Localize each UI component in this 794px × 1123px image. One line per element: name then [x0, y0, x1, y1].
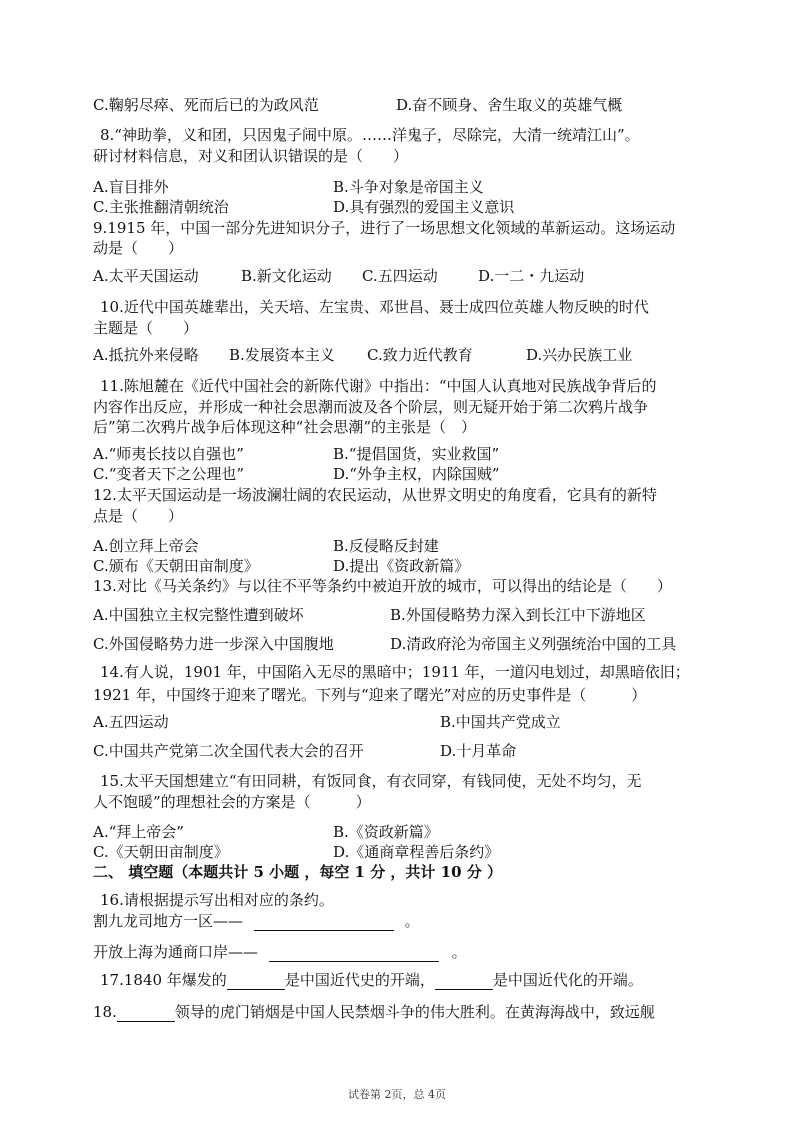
q12-option-d: D.提出《资政新篇》 [333, 557, 470, 575]
q15-stem-line1: 15.太平天国想建立“有田同耕，有饭同食，有衣同穿，有钱同使，无处不均匀，无 [100, 772, 642, 790]
q13-option-d: D.清政府沦为帝国主义列强统治中国的工具 [390, 635, 677, 653]
option-d-prev: D.奋不顾身、舍生取义的英雄气概 [396, 96, 623, 114]
q8-option-a: A.盲目排外 [93, 178, 169, 196]
q16-item1 [93, 911, 420, 931]
q12-option-b: B.反侵略反封建 [333, 537, 439, 555]
q13-option-b: B.外国侵略势力深入到长江中下游地区 [390, 606, 646, 624]
q11-option-d: D.“外争主权，内除国贼” [333, 465, 500, 483]
q10-option-b: B.发展资本主义 [229, 346, 335, 364]
q16-item2-label: 开放上海为通商口岸—— [93, 943, 259, 961]
q16-item1-label: 割九龙司地方一区—— [93, 912, 244, 930]
q16-stem: 16.请根据提示写出相对应的条约。 [100, 891, 334, 909]
q12-option-a: A.创立拜上帝会 [93, 537, 199, 555]
q9-option-d: D.一二・九运动 [478, 267, 585, 285]
q8-option-b: B.斗争对象是帝国主义 [333, 178, 484, 196]
q17-part1: 17.1840 年爆发的 [100, 971, 227, 989]
section-heading-fill-in: 二、 填空题（本题共计 5 小题 ，每空 1 分 ，共计 10 分 ） [93, 863, 502, 881]
q10-option-d: D.兴办民族工业 [526, 346, 633, 364]
q8-stem-line1: 8.“神助拳，义和团，只因鬼子闹中原。……洋鬼子，尽除完，大清一统靖江山”。 [100, 126, 640, 144]
q14-option-d: D.十月革命 [440, 742, 517, 760]
q8-stem-line2: 研讨材料信息，对义和团认识错误的是（ ） [93, 147, 409, 165]
option-c-prev: C.鞠躬尽瘁、死而后已的为政风范 [93, 96, 319, 114]
q17-part2: 是中国近代史的开端， [284, 971, 435, 989]
q11-option-a: A.“师夷长技以自强也” [93, 445, 244, 463]
q11-option-c: C.“变者天下之公理也” [93, 465, 245, 483]
q16-item2-period: 。 [451, 943, 467, 961]
q10-option-c: C.致力近代教育 [367, 346, 473, 364]
q15-stem-line2: 人不饱暖”的理想社会的方案是（ ） [93, 793, 371, 811]
q15-option-b: B.《资政新篇》 [333, 823, 439, 841]
q17-line [100, 970, 643, 990]
q12-stem-line1: 12.太平天国运动是一场波澜壮阔的农民运动，从世界文明史的角度看，它具有的新特 [93, 486, 657, 504]
q8-option-d: D.具有强烈的爱国主义意识 [333, 198, 515, 216]
q8-option-c: C.主张推翻清朝统治 [93, 198, 229, 216]
q18-line [93, 1002, 655, 1022]
q15-option-d: D.《通商章程善后条约》 [333, 843, 500, 861]
q16-blank-2[interactable] [269, 945, 439, 962]
page-footer: 试卷第 2页，总 4页 [348, 1088, 446, 1101]
q14-option-a: A.五四运动 [93, 713, 169, 731]
q14-stem-line1: 14.有人说，1901 年，中国陷入无尽的黑暗中；1911 年，一道闪电划过，却黑暗依旧； [100, 663, 690, 681]
q13-stem-line1: 13.对比《马关条约》与以往不平等条约中被迫开放的城市，可以得出的结论是（ ） [93, 577, 672, 595]
q13-option-c: C.外国侵略势力进一步深入中国腹地 [93, 635, 334, 653]
q9-option-a: A.太平天国运动 [93, 267, 199, 285]
q18-blank-1[interactable] [117, 1005, 175, 1022]
q11-stem-line2: 内容作出反应，并形成一种社会思潮而波及各个阶层，则无疑开始于第二次鸦片战争 [93, 398, 649, 416]
q10-stem-line1: 10.近代中国英雄辈出，关天培、左宝贵、邓世昌、聂士成四位英雄人物反映的时代 [100, 298, 649, 316]
q11-stem-line1: 11.陈旭麓在《近代中国社会的新陈代谢》中指出：“中国人认真地对民族战争背后的 [100, 377, 657, 395]
q9-option-c: C.五四运动 [362, 267, 438, 285]
q9-stem-line2: 动是（ ） [93, 239, 184, 257]
q13-option-a: A.中国独立主权完整性遭到破坏 [93, 606, 304, 624]
q14-stem-line2: 1921 年，中国终于迎来了曙光。下列与“迎来了曙光”对应的历史事件是（ ） [93, 686, 647, 704]
q14-option-c: C.中国共产党第二次全国代表大会的召开 [93, 742, 364, 760]
q12-stem-line2: 点是（ ） [93, 507, 184, 525]
q15-option-a: A.“拜上帝会” [93, 823, 184, 841]
q16-item1-period: 。 [404, 912, 420, 930]
q11-stem-line3: 后”第二次鸦片战争后体现这种“社会思潮”的主张是（ ） [93, 418, 477, 436]
q15-option-c: C.《天朝田亩制度》 [93, 843, 229, 861]
q11-option-b: B.“提倡国货，实业救国” [333, 445, 500, 463]
q10-option-a: A.抵抗外来侵略 [93, 346, 199, 364]
q10-stem-line2: 主题是（ ） [93, 319, 199, 337]
q14-option-b: B.中国共产党成立 [440, 713, 561, 731]
q9-option-b: B.新文化运动 [241, 267, 332, 285]
q18-part1: 领导的虎门销烟是中国人民禁烟斗争的伟大胜利。在黄海海战中，致远舰 [174, 1003, 655, 1021]
q9-stem-line1: 9.1915 年，中国一部分先进知识分子，进行了一场思想文化领域的革新运动。这场运动 [93, 219, 676, 237]
q16-item2 [93, 942, 467, 962]
q17-blank-1[interactable] [227, 973, 285, 990]
q17-part3: 是中国近代化的开端。 [492, 971, 643, 989]
q17-blank-2[interactable] [435, 973, 493, 990]
q16-blank-1[interactable] [254, 914, 394, 931]
q18-number: 18. [93, 1003, 117, 1021]
q12-option-c: C.颁布《天朝田亩制度》 [93, 557, 259, 575]
